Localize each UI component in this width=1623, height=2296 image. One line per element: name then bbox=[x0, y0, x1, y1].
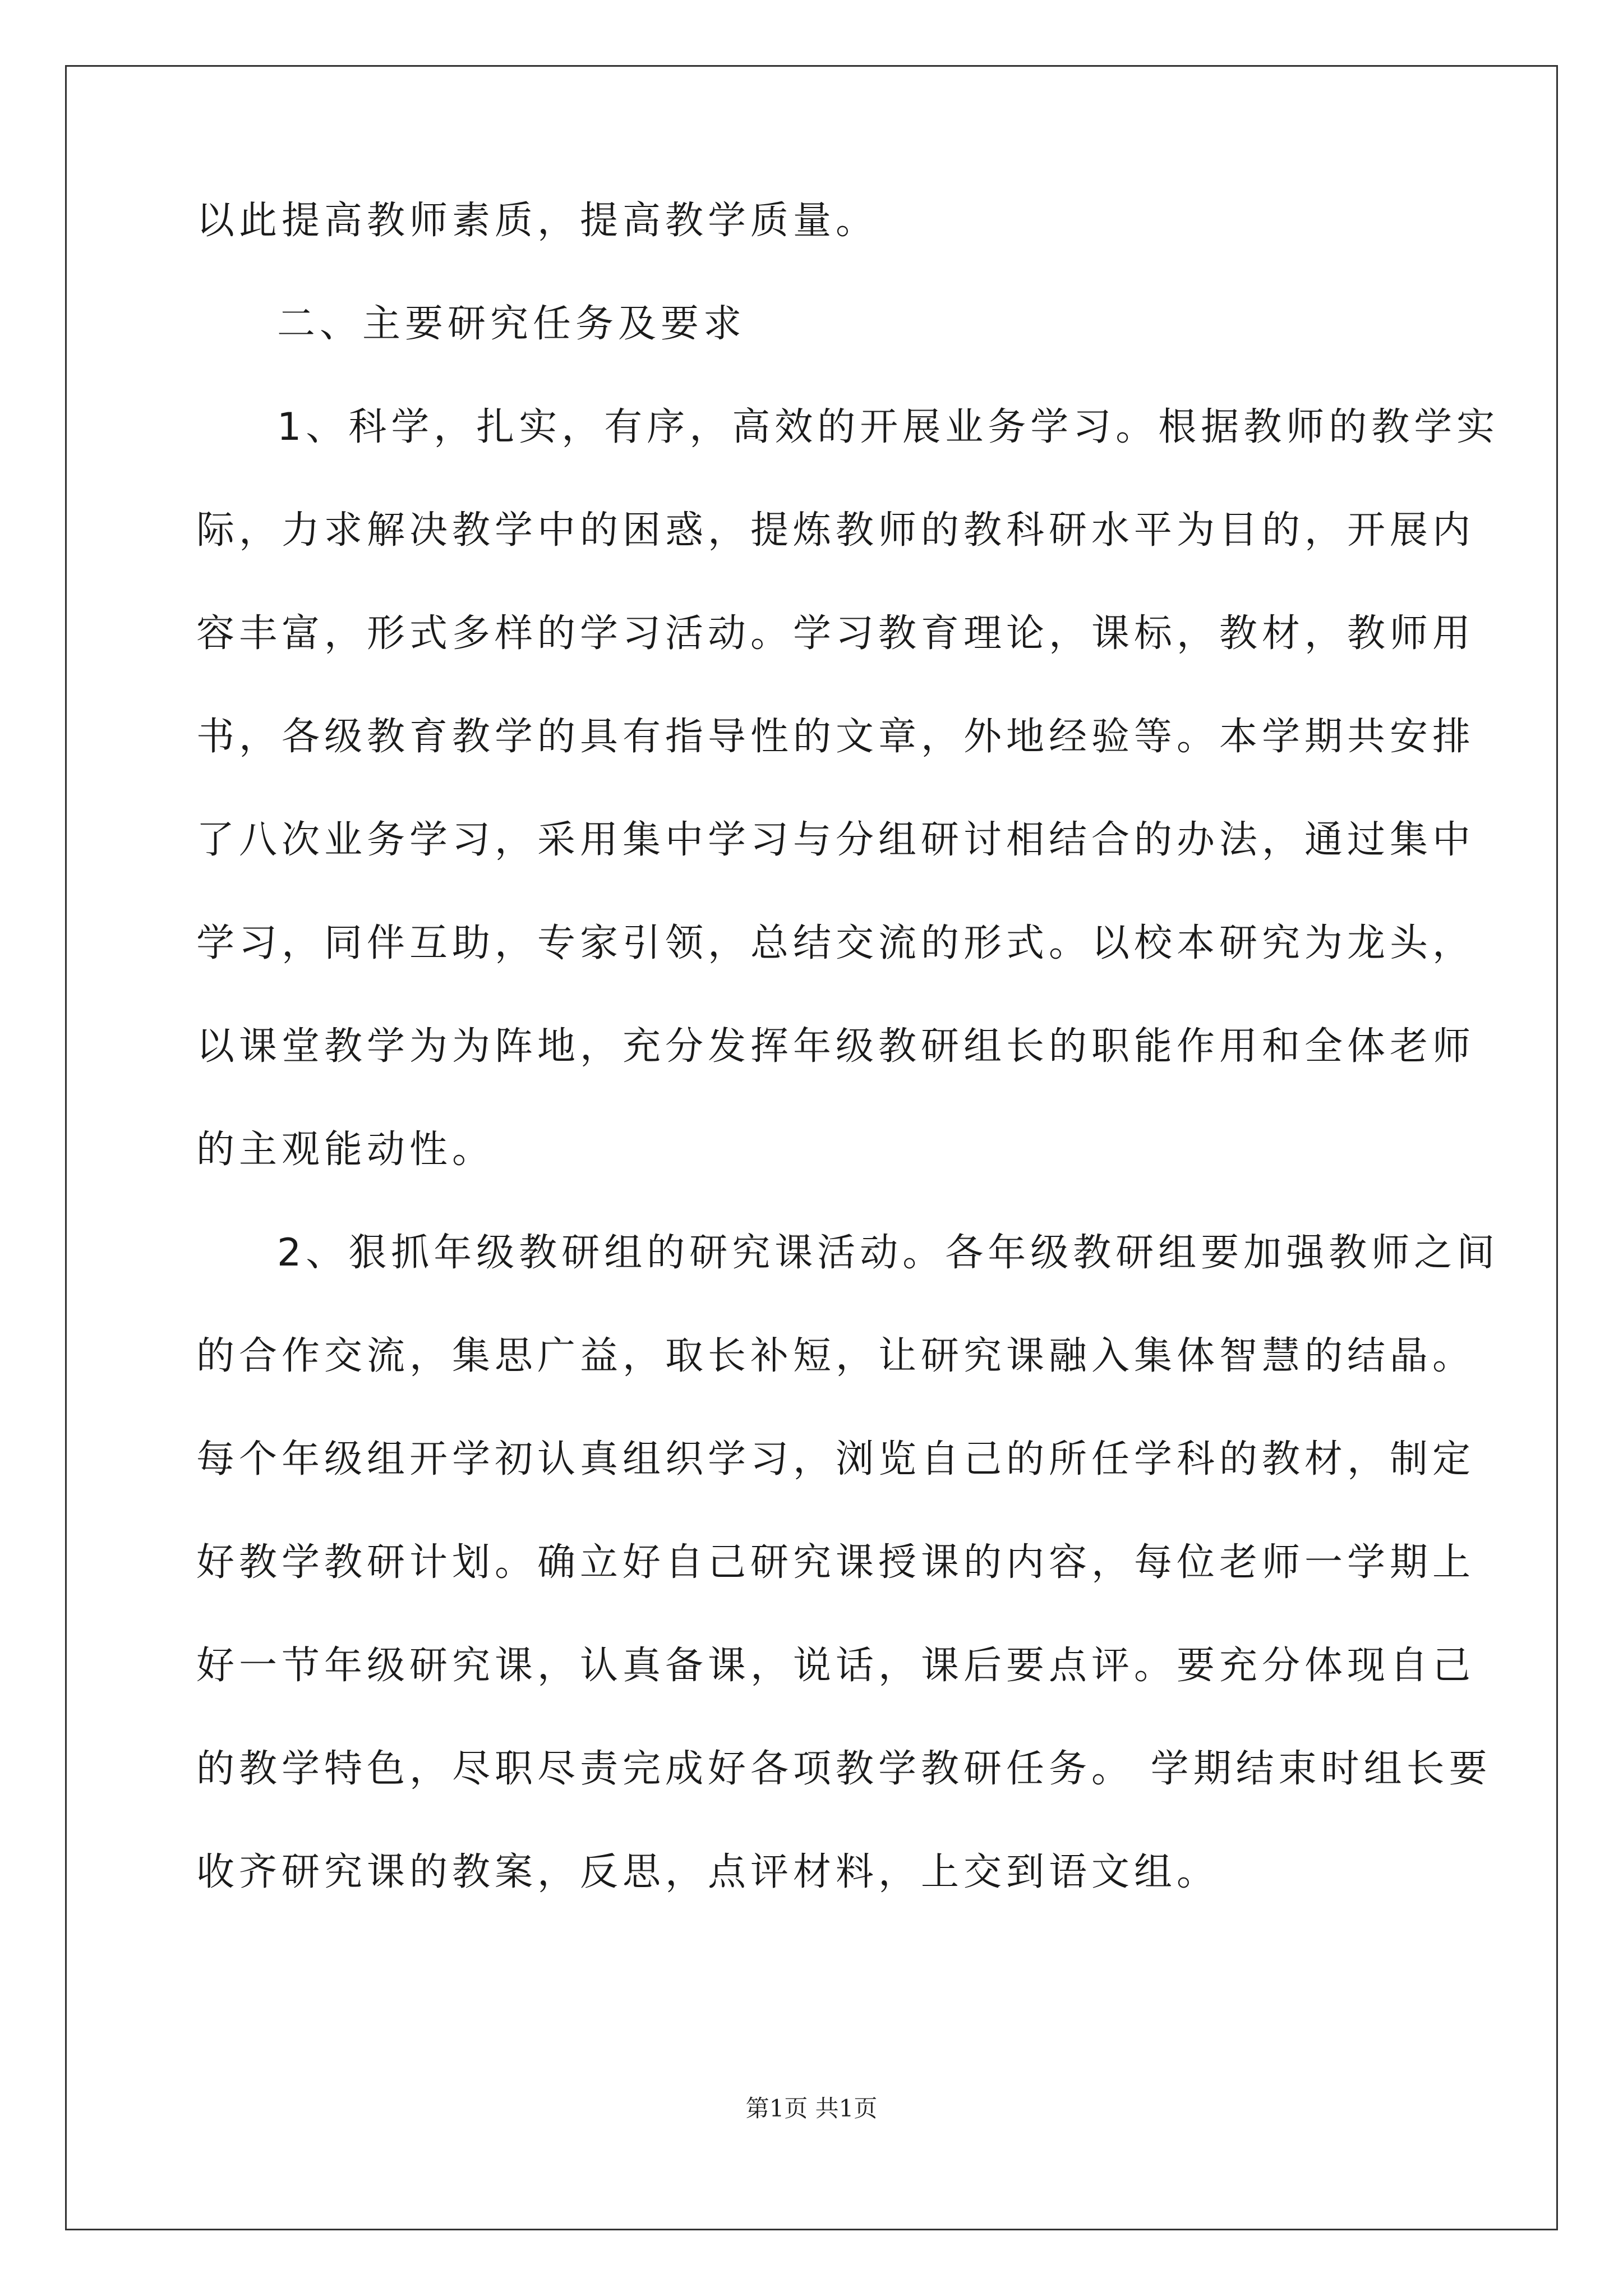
text-line: 际，力求解决教学中的困惑，提炼教师的教科研水平为目的，开展内 bbox=[196, 508, 1476, 553]
paragraph-first-line: 1、科学，扎实，有序，高效的开展业务学习。根据教师的教学实 bbox=[277, 405, 1500, 449]
text-line: 了八次业务学习，采用集中学习与分组研讨相结合的办法，通过集中 bbox=[196, 818, 1476, 862]
paragraph-first-line: 2、狠抓年级教研组的研究课活动。各年级教研组要加强教师之间 bbox=[277, 1231, 1500, 1275]
text-line: 好一节年级研究课，认真备课，说话，课后要点评。要充分体现自己 bbox=[196, 1644, 1476, 1688]
text-line: 每个年级组开学初认真组织学习，浏览自己的所任学科的教材，制定 bbox=[196, 1437, 1476, 1481]
text-line: 学习，同伴互助，专家引领，总结交流的形式。以校本研究为龙头， bbox=[196, 921, 1476, 965]
section-heading: 二、主要研究任务及要求 bbox=[277, 302, 746, 346]
text-line: 书，各级教育教学的具有指导性的文章，外地经验等。本学期共安排 bbox=[196, 715, 1476, 759]
text-line: 收齐研究课的教案，反思，点评材料，上交到语文组。 bbox=[196, 1850, 1220, 1894]
text-line: 以此提高教师素质，提高教学质量。 bbox=[196, 199, 879, 243]
text-line: 的教学特色，尽职尽责完成好各项教学教研任务。 学期结束时组长要 bbox=[196, 1747, 1492, 1791]
page-footer: 第1页 共1页 bbox=[745, 2095, 878, 2122]
text-line: 好教学教研计划。确立好自己研究课授课的内容，每位老师一学期上 bbox=[196, 1540, 1476, 1585]
text-line: 的主观能动性。 bbox=[196, 1128, 495, 1172]
text-line: 容丰富，形式多样的学习活动。学习教育理论，课标，教材，教师用 bbox=[196, 611, 1476, 656]
text-line: 的合作交流，集思广益，取长补短，让研究课融入集体智慧的结晶。 bbox=[196, 1334, 1476, 1378]
text-line: 以课堂教学为为阵地，充分发挥年级教研组长的职能作用和全体老师 bbox=[196, 1024, 1476, 1069]
